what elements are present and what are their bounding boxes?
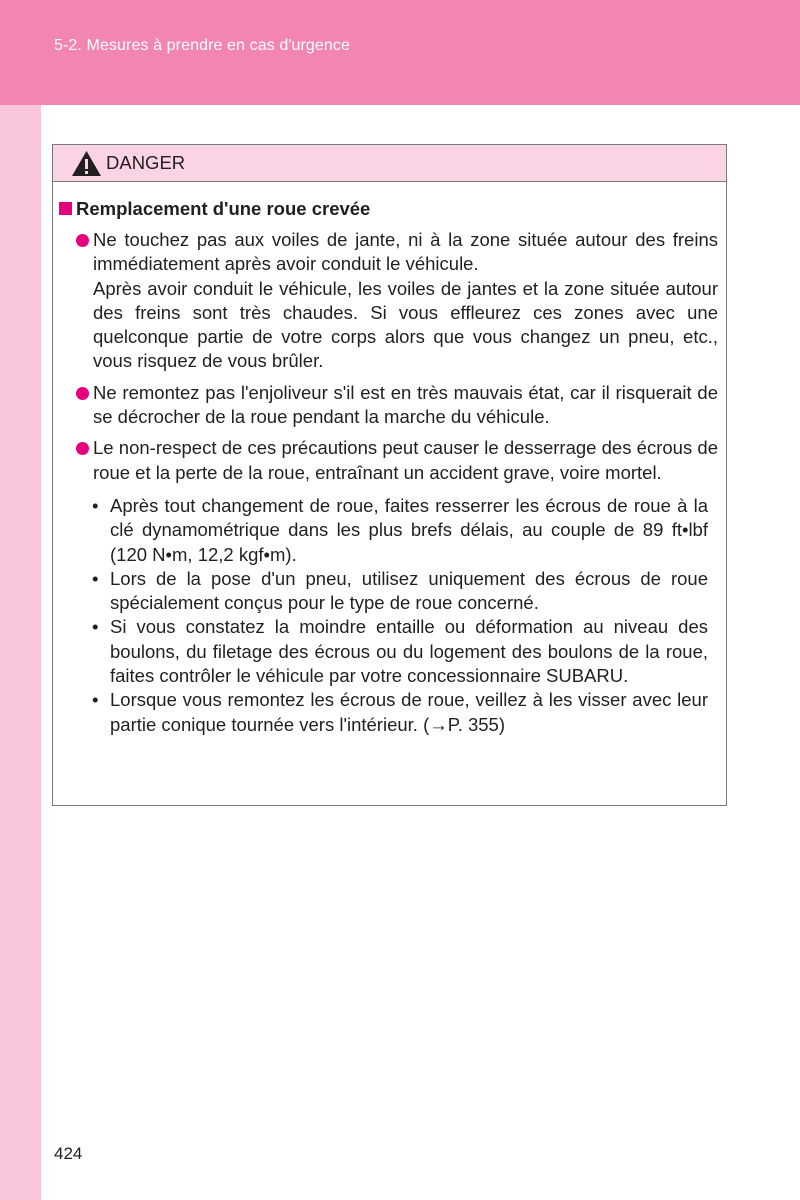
bullet-item — [53, 381, 726, 430]
subheading-text: Remplacement d'une roue crevée — [76, 198, 371, 219]
sub-item-text: Après tout changement de roue, faites resserrer les écrous de roue à la clé dynamométrique dans les plus brefs délais, au couple de 89 ft•lbf (120 N•m, 12,2 kgf•m). — [110, 494, 708, 565]
warning-triangle-icon — [71, 150, 102, 177]
sub-item-text: Lorsque vous remontez les écrous de roue, veillez à les visser avec leur partie conique tournée vers l'intérieur. (→P. 355) — [110, 689, 708, 735]
bullet-dot-icon — [76, 234, 89, 247]
chapter-header-band — [0, 0, 800, 105]
bullet-text: Le non-respect de ces précautions peut causer le desserrage des écrous de roue et la perte de la roue, entraînant un accident grave, voire mortel. — [93, 437, 718, 483]
bullet-dot-icon — [76, 442, 89, 455]
bullet-item — [53, 228, 726, 374]
sub-item-text: Lors de la pose d'un pneu, utilisez uniquement des écrous de roue spécialement conçus pour le type de roue concerné. — [110, 567, 708, 614]
bullet-text: Ne remontez pas l'enjoliveur s'il est en très mauvais état, car il risquerait de se décrocher de la roue pendant la marche du véhicule. — [93, 381, 718, 428]
sub-bullet-icon: • — [92, 494, 99, 516]
page-number: 424 — [54, 1144, 83, 1163]
bullet-dot-icon — [76, 387, 89, 400]
section-title: 5-2. Mesures à prendre en cas d'urgence — [54, 37, 351, 54]
bullet-text: Ne touchez pas aux voiles de jante, ni à la zone située autour des freins immédiatement après avoir conduit le véhicule. — [93, 229, 718, 275]
danger-box — [52, 144, 727, 806]
sub-list-item — [53, 567, 726, 616]
danger-subheading — [53, 197, 726, 221]
danger-label: DANGER — [106, 152, 186, 173]
sub-bullet-icon: • — [92, 689, 99, 711]
bullet-text: Après avoir conduit le véhicule, les voiles de jantes et la zone située autour des freins sont très chaudes. Si vous effleurez ces zones avec une quelconque partie de votre corps alors que vous changez un pneu, etc., vous risquez de vous brûler. — [93, 277, 718, 372]
sub-bullet-icon: • — [92, 616, 99, 638]
danger-header — [53, 145, 726, 182]
sub-bullet-icon: • — [92, 567, 99, 589]
sub-list-item — [53, 615, 726, 688]
sub-list-item — [53, 494, 726, 567]
danger-content — [53, 197, 726, 737]
bullet-item — [53, 436, 726, 485]
square-bullet-icon — [59, 202, 72, 215]
sub-list-item — [53, 688, 726, 737]
sub-item-text: Si vous constatez la moindre entaille ou déformation au niveau des boulons, du filetage des écrous ou du logement des boulons de la roue, faites contrôler le véhicule par votre concessionnaire SUBARU. — [110, 616, 708, 687]
side-margin-band — [0, 105, 41, 1200]
